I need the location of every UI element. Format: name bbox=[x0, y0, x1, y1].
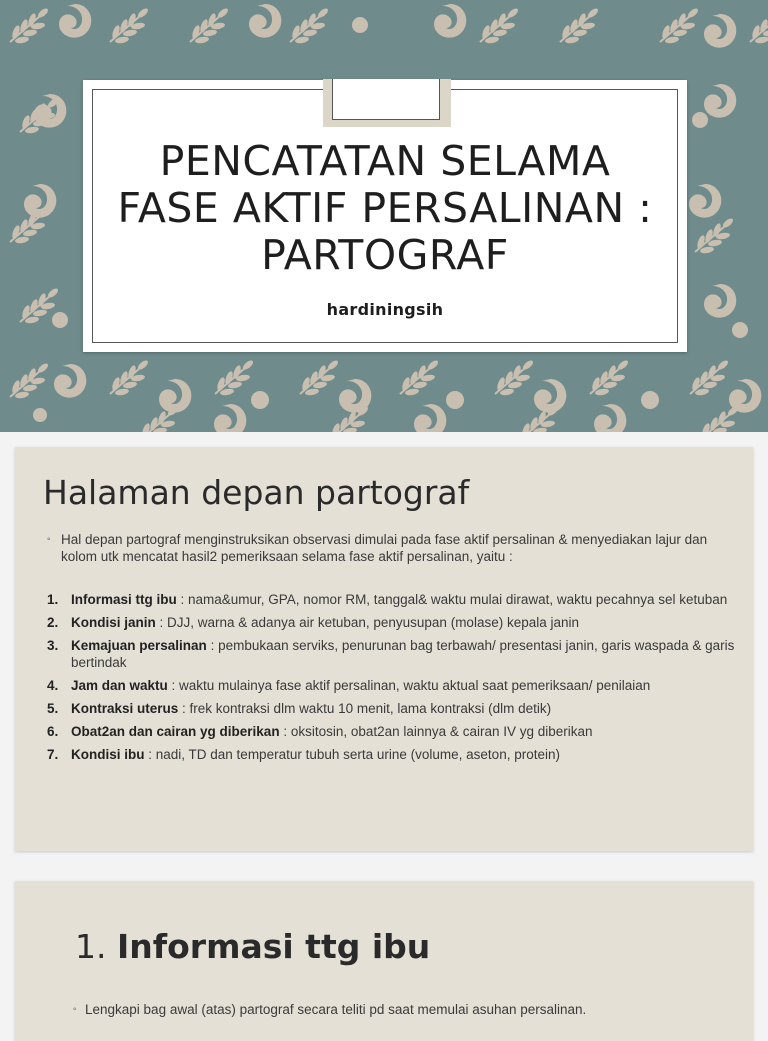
list-text: : nama&umur, GPA, nomor RM, tanggal& waktu mulai dirawat, waktu pecahnya sel ketuban bbox=[176, 592, 728, 607]
bullet-item bbox=[73, 1001, 733, 1018]
list-term: Kondisi janin bbox=[71, 615, 156, 630]
list-text: : pembukaan serviks, penurunan bag terbawah/ presentasi janin, garis waspada & garis bertindak bbox=[71, 638, 735, 670]
list-term: Kontraksi uterus bbox=[71, 701, 179, 716]
list-item bbox=[45, 677, 735, 694]
front-page-slide bbox=[15, 447, 753, 851]
list-number: 4. bbox=[47, 678, 59, 693]
slide-title-line-3: PARTOGRAF bbox=[261, 231, 509, 279]
list-text: : frek kontraksi dlm waktu 10 menit, lama kontraksi (dlm detik) bbox=[178, 701, 552, 716]
bullet-icon: ◦ bbox=[73, 1004, 77, 1015]
slide-title-line-1: PENCATATAN SELAMA bbox=[159, 137, 611, 185]
slide-heading: Halaman depan partograf bbox=[43, 473, 470, 512]
intro-bullet bbox=[47, 531, 727, 565]
list-item bbox=[45, 591, 735, 608]
list-text: : waktu mulainya fase aktif persalinan, waktu aktual saat pemeriksaan/ penilaian bbox=[167, 678, 651, 693]
list-text: : nadi, TD dan temperatur tubuh serta urine (volume, aseton, protein) bbox=[144, 747, 560, 762]
list-number: 7. bbox=[47, 747, 59, 762]
list-term: Jam dan waktu bbox=[71, 678, 168, 693]
bullet-icon: ◦ bbox=[47, 534, 51, 545]
heading-number: 1. bbox=[75, 927, 107, 966]
list-term: Informasi ttg ibu bbox=[71, 592, 177, 607]
title-slide bbox=[0, 0, 768, 432]
list-term: Obat2an dan cairan yg diberikan bbox=[71, 724, 280, 739]
numbered-list bbox=[45, 591, 735, 769]
list-item bbox=[45, 637, 735, 671]
list-term: Kondisi ibu bbox=[71, 747, 145, 762]
maternal-info-slide bbox=[15, 881, 753, 1041]
list-item bbox=[45, 746, 735, 763]
title-tab-inner bbox=[332, 79, 440, 120]
intro-text: Hal depan partograf menginstruksikan observasi dimulai pada fase aktif persalinan & menyediakan lajur dan kolom utk mencatat hasil2 pemeriksaan selama fase aktif persalinan, yaitu : bbox=[61, 532, 708, 564]
list-term: Kemajuan persalinan bbox=[71, 638, 207, 653]
bullet-text: Lengkapi bag awal (atas) partograf secara teliti pd saat memulai asuhan persalinan. bbox=[85, 1002, 587, 1017]
heading-text: Informasi ttg ibu bbox=[117, 927, 431, 966]
list-number: 1. bbox=[47, 592, 59, 607]
list-item bbox=[45, 700, 735, 717]
list-number: 6. bbox=[47, 724, 59, 739]
list-number: 5. bbox=[47, 701, 59, 716]
list-item bbox=[45, 614, 735, 631]
list-number: 2. bbox=[47, 615, 59, 630]
slide-subtitle: hardiningsih bbox=[326, 300, 444, 319]
list-number: 3. bbox=[47, 638, 59, 653]
list-text: : DJJ, warna & adanya air ketuban, penyusupan (molase) kepala janin bbox=[155, 615, 580, 630]
slide-title bbox=[83, 138, 687, 279]
slide-title-line-2: FASE AKTIF PERSALINAN : bbox=[117, 184, 653, 232]
title-card bbox=[83, 80, 687, 352]
list-item bbox=[45, 723, 735, 740]
list-text: : oksitosin, obat2an lainnya & cairan IV yg diberikan bbox=[279, 724, 593, 739]
slide-heading bbox=[75, 927, 430, 966]
